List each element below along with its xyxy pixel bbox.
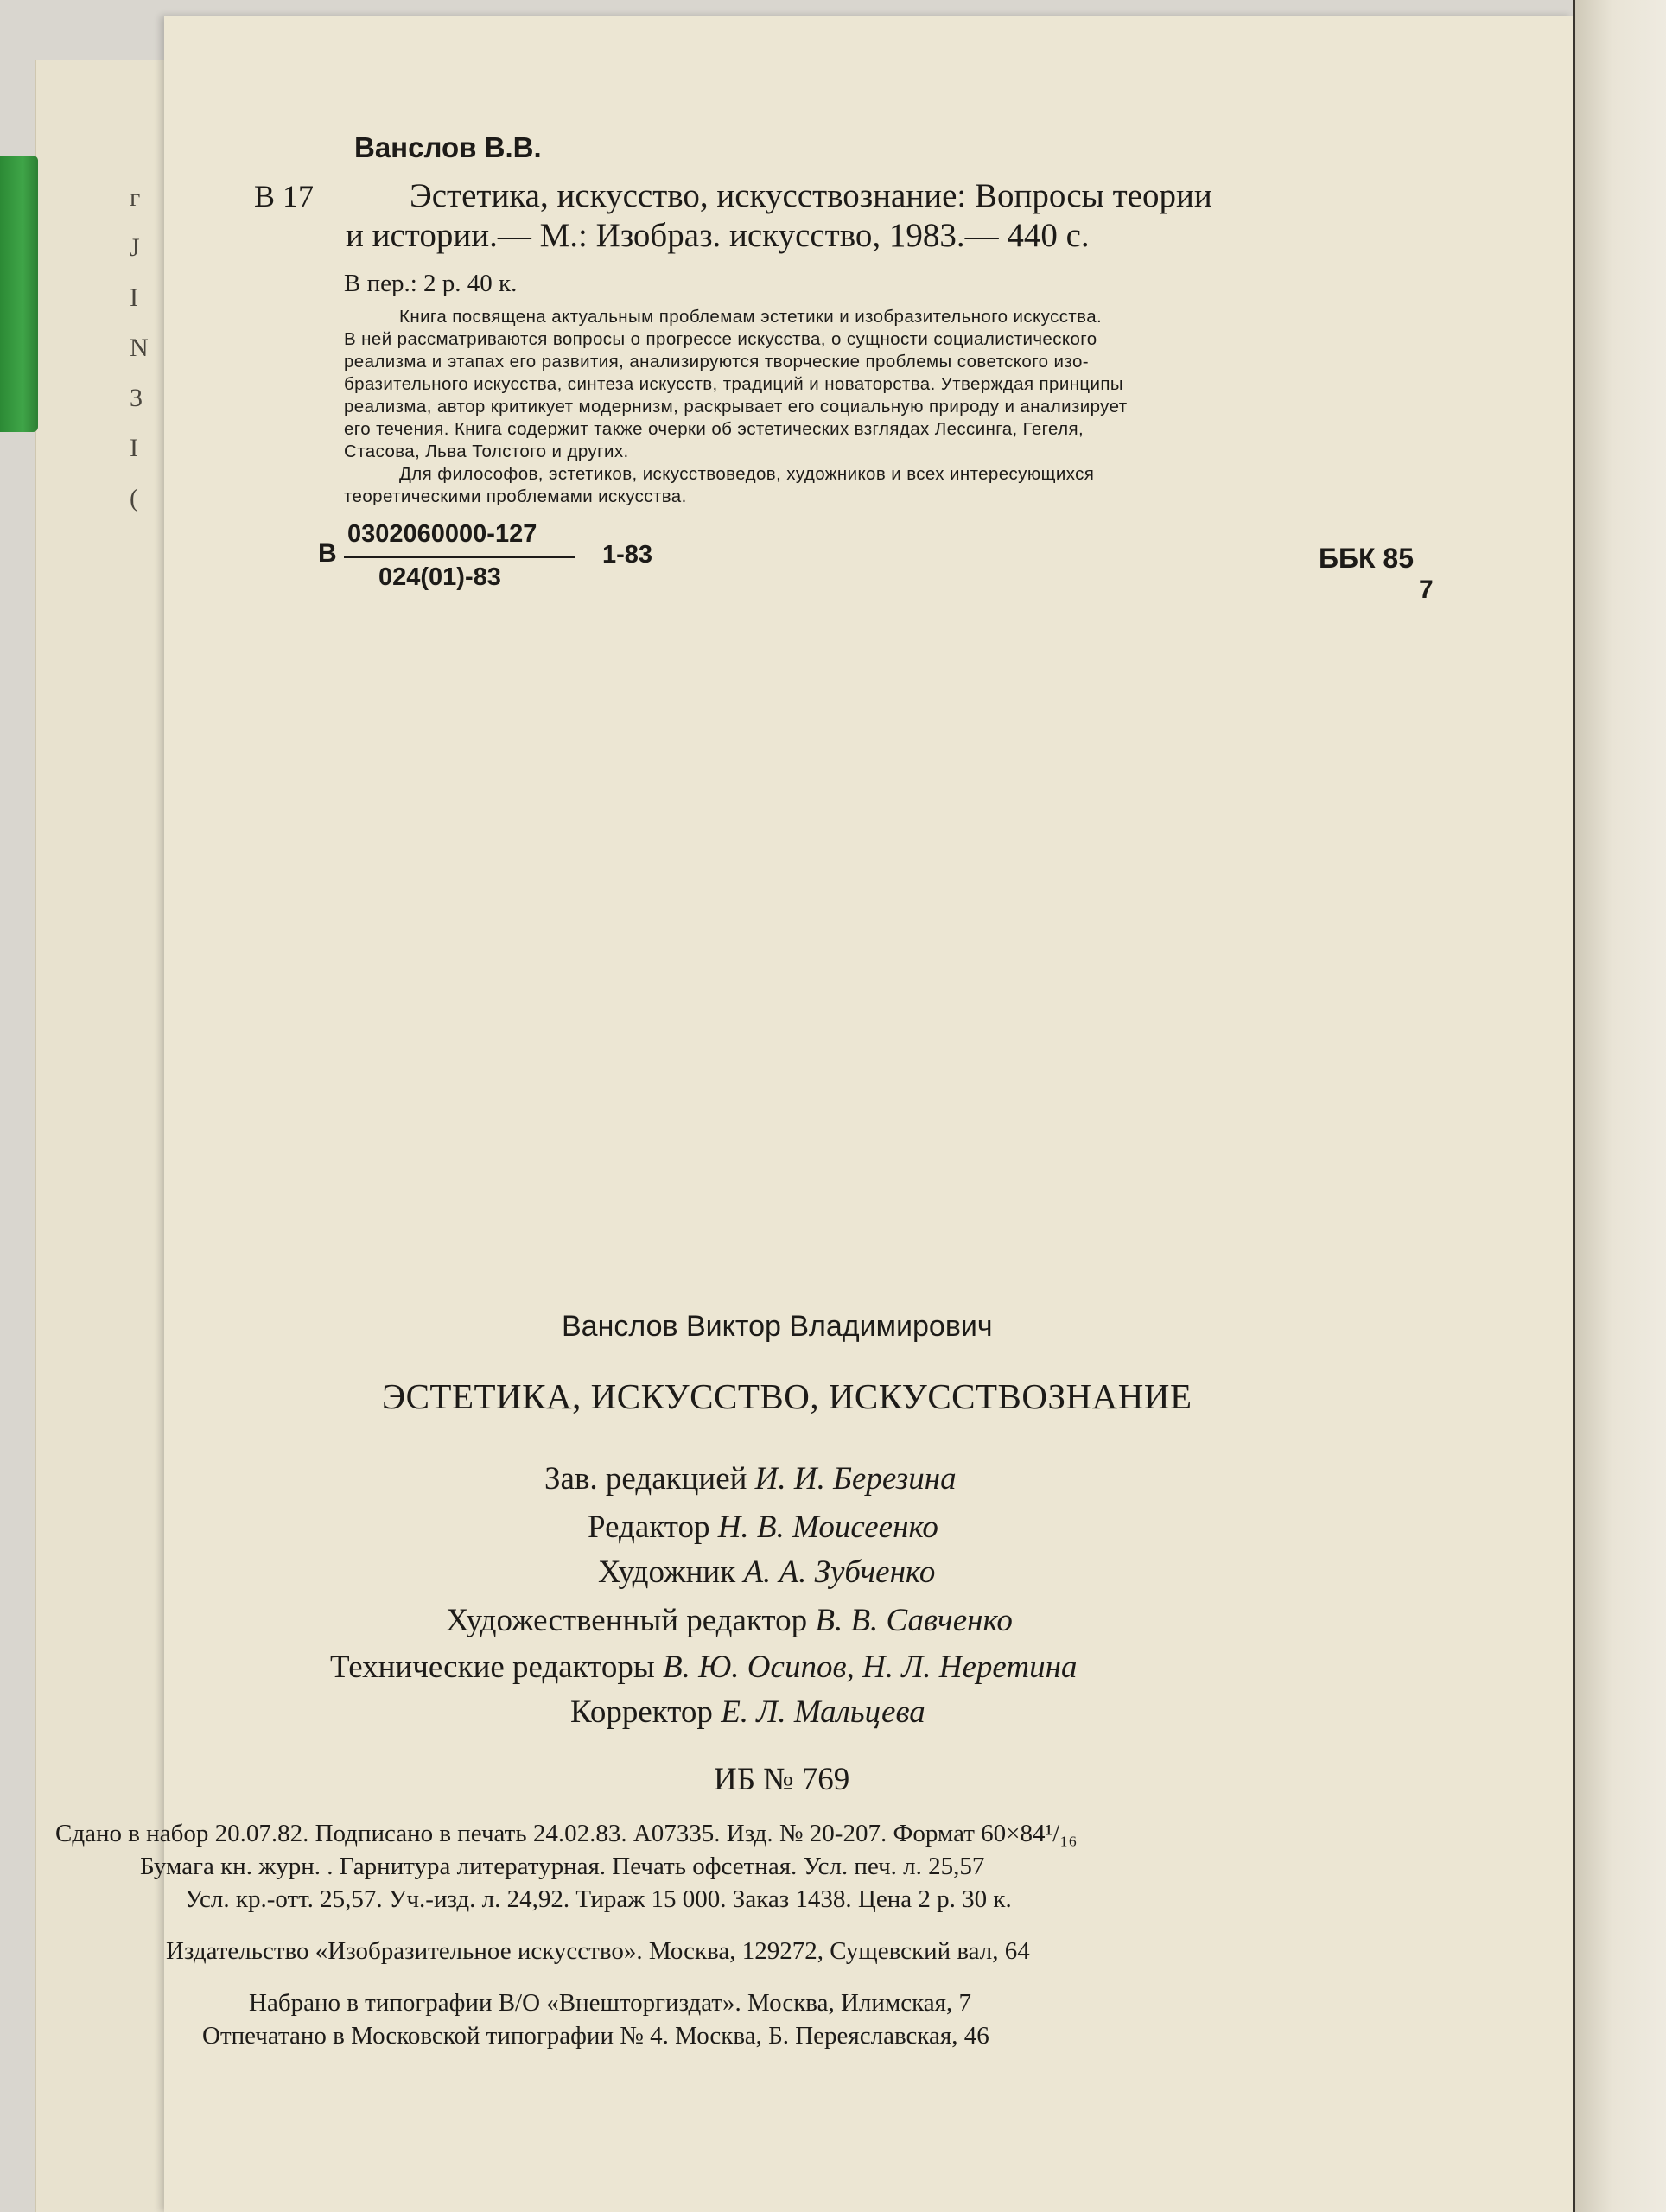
- book-page: [55, 16, 1573, 2212]
- bbk-code-sub: 7: [1419, 575, 1434, 604]
- credit-name: И. И. Березина: [754, 1461, 957, 1497]
- card-price: В пер.: 2 р. 40 к.: [344, 270, 518, 297]
- annotation-line: бразительного искусства, синтеза искусств, традиций и новаторства. Утверждая принципы: [344, 374, 1124, 394]
- ib-number: ИБ № 769: [714, 1762, 850, 1797]
- print-line: Бумага кн. журн. . Гарнитура литературная. Печать офсетная. Усл. печ. л. 25,57: [140, 1853, 985, 1880]
- colophon-title: ЭСТЕТИКА, ИСКУССТВО, ИСКУССТВОЗНАНИЕ: [382, 1376, 1192, 1416]
- credit-line: [330, 1649, 1077, 1686]
- colophon-author: Ванслов Виктор Владимирович: [562, 1310, 993, 1343]
- mark: I: [130, 283, 138, 312]
- annotation-line: Стасова, Льва Толстого и других.: [344, 442, 629, 461]
- credit-role: Редактор: [588, 1510, 710, 1545]
- credit-name: Н. В. Моисеенко: [717, 1510, 938, 1545]
- card-code-suffix: 1-83: [602, 541, 653, 569]
- annotation-line: Книга посвящена актуальным проблемам эстетики и изобразительного искусства.: [399, 307, 1103, 327]
- credit-role: Технические редакторы: [330, 1649, 655, 1685]
- printed-line: Отпечатано в Московской типографии № 4. Москва, Б. Переяславская, 46: [202, 2022, 989, 2050]
- mark: 3: [130, 384, 143, 412]
- card-index: В 17: [254, 179, 315, 213]
- credit-line: [570, 1694, 925, 1731]
- mark: г: [130, 183, 141, 212]
- mark: N: [130, 334, 149, 362]
- credit-role: Художник: [598, 1554, 736, 1590]
- annotation-line: его течения. Книга содержит также очерки об эстетических взглядах Лессинга, Гегеля,: [344, 419, 1084, 439]
- print-line: Усл. кр.-отт. 25,57. Уч.-изд. л. 24,92. Тираж 15 000. Заказ 1438. Цена 2 р. 30 к.: [185, 1885, 1012, 1913]
- annotation-line: реализма и этапах его развития, анализируются творческие проблемы советского изо-: [344, 352, 1089, 372]
- card-code-letter: В: [318, 539, 337, 568]
- fraction-bar: [344, 556, 575, 558]
- bbk-code: ББК 85: [1319, 543, 1415, 574]
- card-author: Ванслов В.В.: [354, 131, 542, 163]
- print-line: Сдано в набор 20.07.82. Подписано в печать 24.02.83. А07335. Изд. № 20-207. Формат 60×84¹/₁₆: [55, 1820, 1078, 1847]
- underlying-page: [35, 60, 183, 2212]
- credit-line: [544, 1460, 957, 1497]
- credit-line: [588, 1509, 938, 1546]
- credit-name: А. А. Зубченко: [743, 1554, 936, 1590]
- credit-name: В. Ю. Осипов, Н. Л. Неретина: [663, 1649, 1078, 1685]
- mark: J: [130, 233, 140, 262]
- underlying-page-marks: [130, 173, 149, 524]
- credit-role: Художественный редактор: [446, 1603, 808, 1638]
- card-code-numerator: 0302060000-127: [347, 520, 537, 548]
- card-code-denominator: 024(01)-83: [378, 563, 501, 591]
- credit-line: [598, 1554, 935, 1591]
- card-title-line1: Эстетика, искусство, искусствознание: Вопросы теории: [410, 177, 1212, 214]
- annotation-line: Для философов, эстетиков, искусствоведов, художников и всех интересующихся: [399, 464, 1095, 484]
- mark: I: [130, 434, 138, 462]
- annotation-line: теоретическими проблемами искусства.: [344, 486, 687, 506]
- annotation-line: В ней рассматриваются вопросы о прогрессе искусства, о сущности социалистического: [344, 329, 1097, 349]
- credit-role: Корректор: [570, 1694, 713, 1730]
- typeset-line: Набрано в типографии В/О «Внешторгиздат». Москва, Илимская, 7: [249, 1989, 972, 2017]
- credit-role: Зав. редакцией: [544, 1461, 747, 1497]
- card-annotation: [344, 306, 1614, 508]
- card-title-line2: и истории.— М.: Изобраз. искусство, 1983.— 440 с.: [346, 217, 1090, 254]
- publisher-line: Издательство «Изобразительное искусство». Москва, 129272, Сущевский вал, 64: [166, 1937, 1030, 1965]
- credit-name: В. В. Савченко: [815, 1603, 1013, 1638]
- credit-name: Е. Л. Мальцева: [721, 1694, 925, 1730]
- credit-line: [446, 1602, 1013, 1639]
- green-book-cover: [0, 156, 38, 432]
- annotation-line: реализма, автор критикует модернизм, раскрывает его социальную природу и анализирует: [344, 397, 1128, 416]
- mark: (: [130, 484, 138, 512]
